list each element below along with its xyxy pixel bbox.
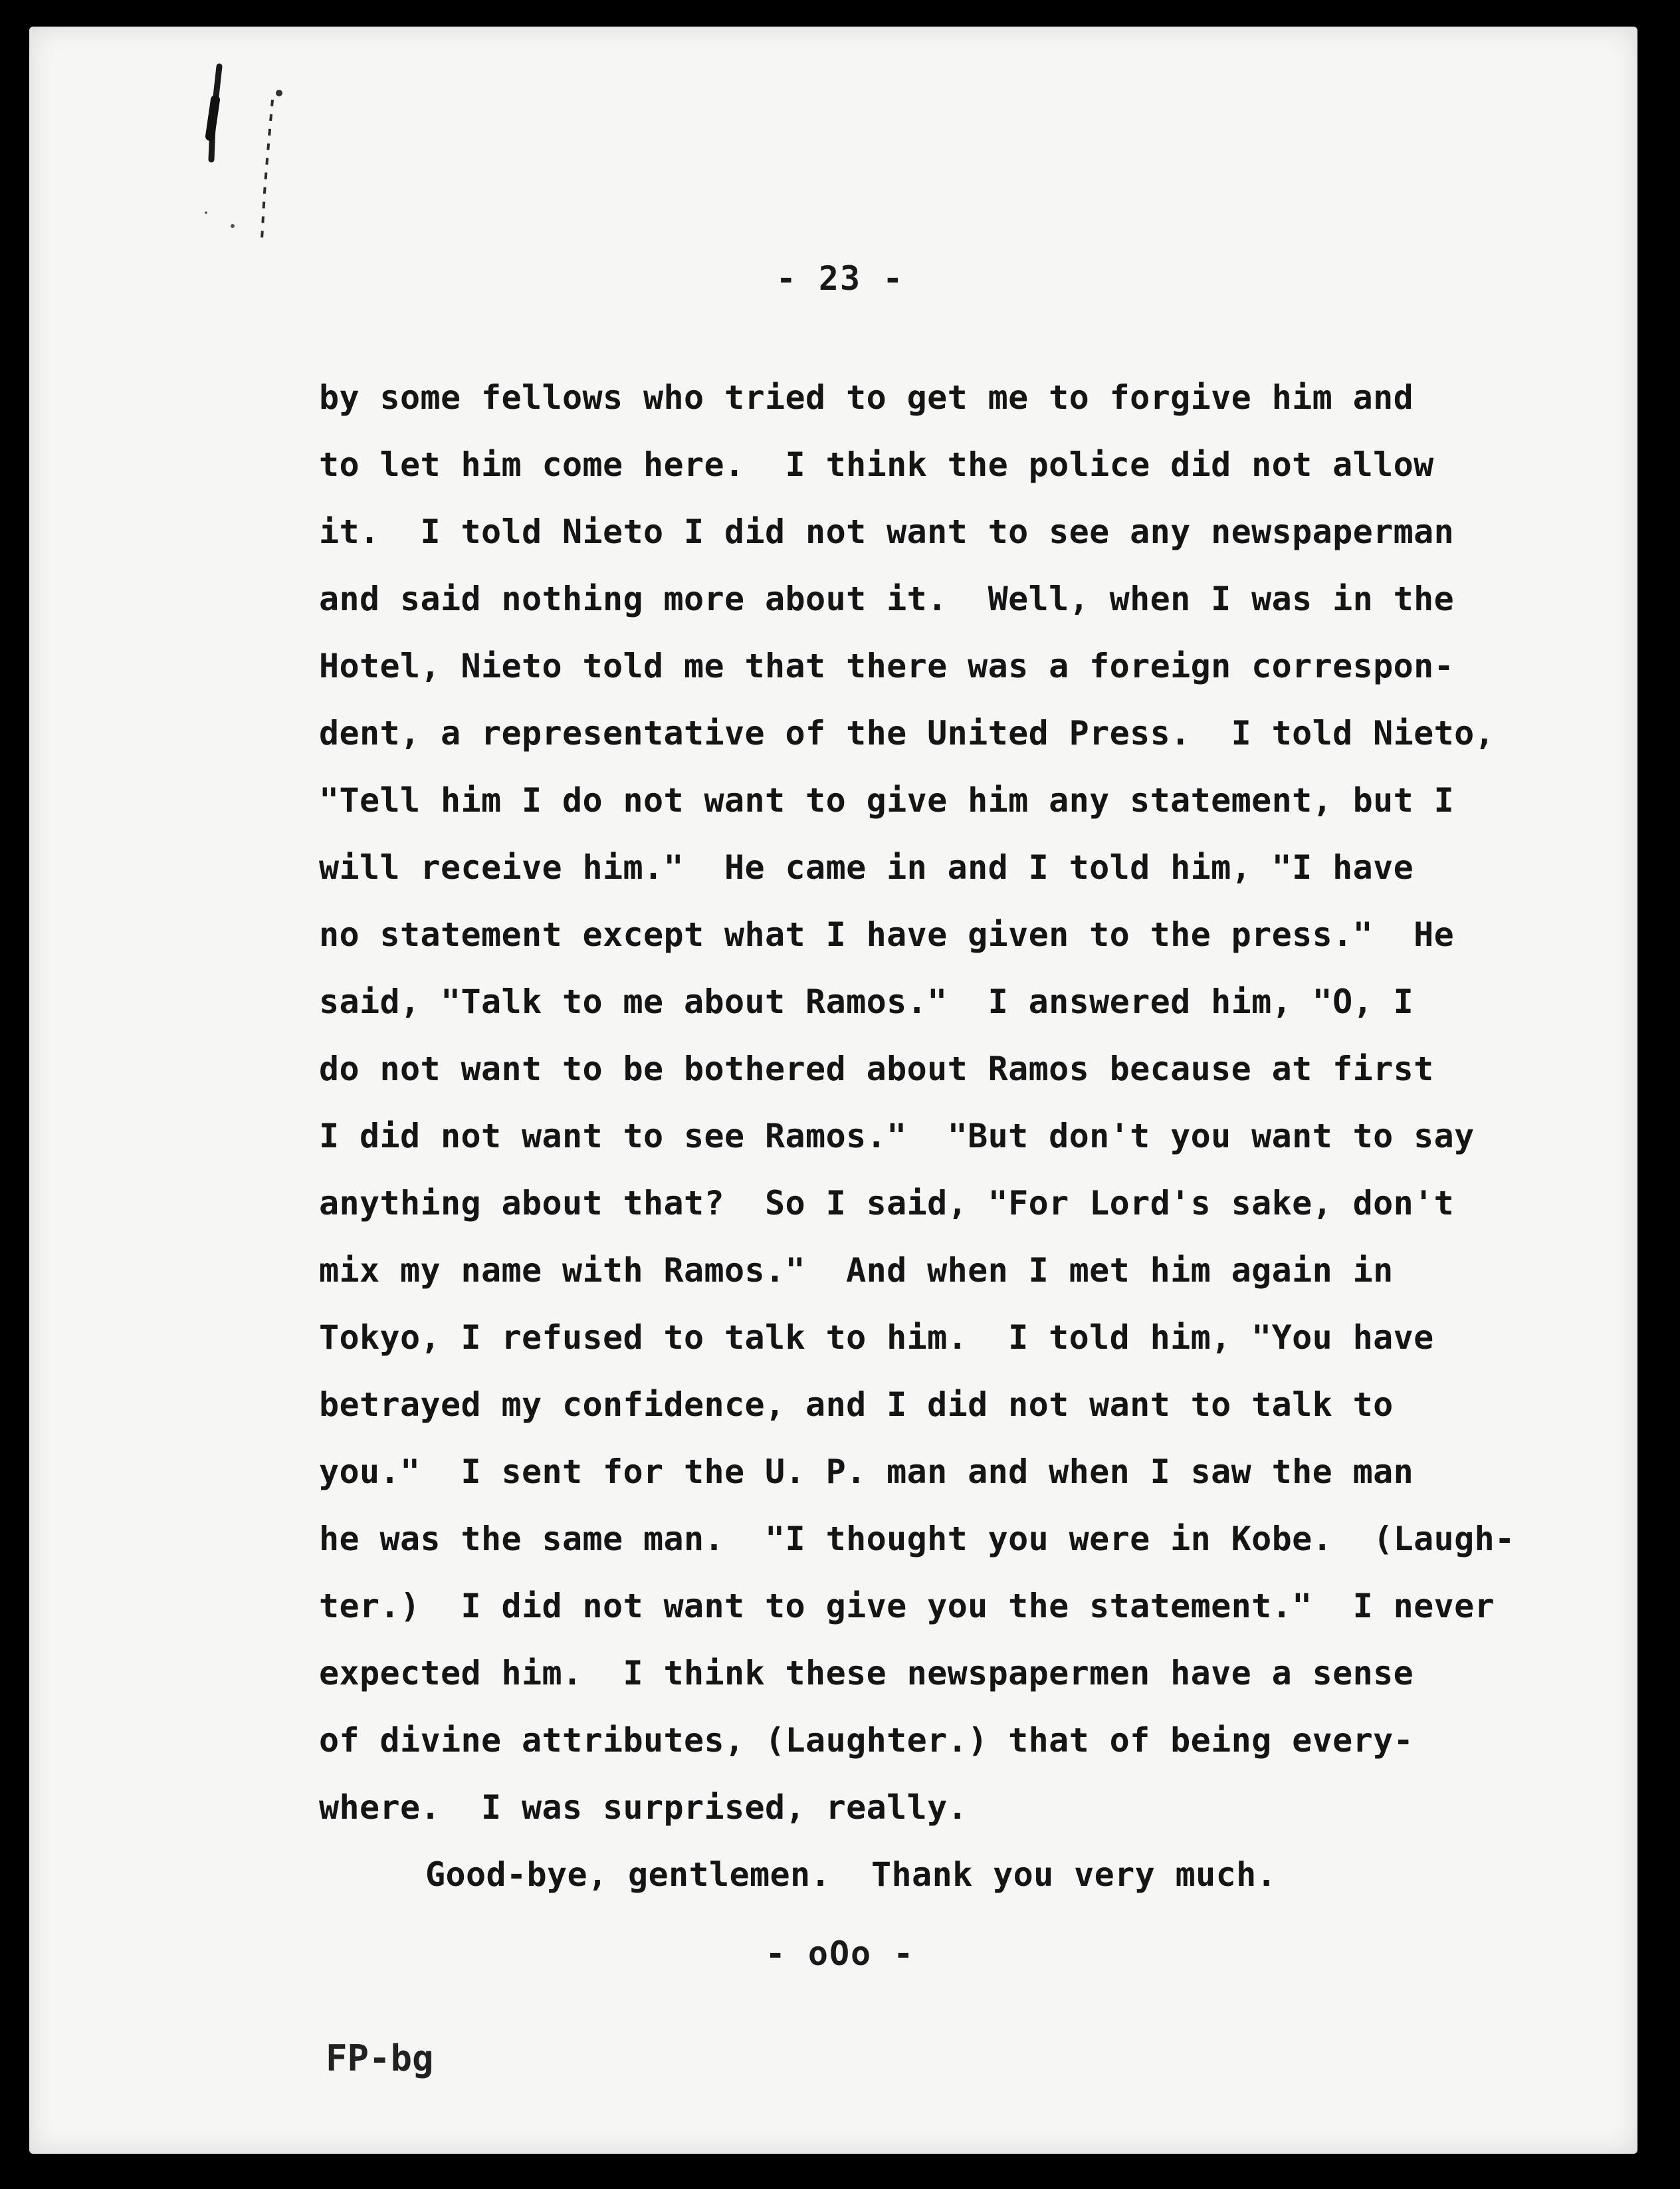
- text-line-14: mix my name with Ramos." And when I met him again in: [319, 1251, 1394, 1290]
- text-line-21: of divine attributes, (Laughter.) that of being every-: [319, 1721, 1414, 1760]
- body-text: [319, 364, 1595, 1908]
- text-line-4: and said nothing more about it. Well, when I was in the: [319, 580, 1455, 618]
- text-line-17: you." I sent for the U. P. man and when I saw the man: [319, 1452, 1414, 1491]
- text-line-2: to let him come here. I think the police did not allow: [319, 445, 1434, 484]
- margin-ink-marks: [193, 27, 312, 279]
- text-line-15: Tokyo, I refused to talk to him. I told him, "You have: [319, 1318, 1434, 1357]
- text-line-13: anything about that? So I said, "For Lord's sake, don't: [319, 1184, 1455, 1222]
- text-line-22: where. I was surprised, really.: [319, 1788, 968, 1827]
- text-line-6: dent, a representative of the United Press. I told Nieto,: [319, 714, 1495, 752]
- typist-initials: FP-bg: [326, 2037, 434, 2079]
- end-mark: - oOo -: [765, 1934, 915, 1973]
- text-line-7: "Tell him I do not want to give him any statement, but I: [319, 781, 1455, 820]
- text-line-20: expected him. I think these newspapermen have a sense: [319, 1654, 1414, 1692]
- page-number: - 23 -: [776, 259, 904, 298]
- text-line-5: Hotel, Nieto told me that there was a foreign correspon-: [319, 647, 1455, 685]
- text-line-8: will receive him." He came in and I told him, "I have: [319, 848, 1414, 887]
- text-line-3: it. I told Nieto I did not want to see any newspaperman: [319, 513, 1455, 551]
- text-line-19: ter.) I did not want to give you the statement." I never: [319, 1587, 1495, 1625]
- text-line-1: by some fellows who tried to get me to forgive him and: [319, 378, 1414, 417]
- text-line-9: no statement except what I have given to the press." He: [319, 915, 1455, 954]
- text-line-11: do not want to be bothered about Ramos because at first: [319, 1050, 1434, 1088]
- text-line-12: I did not want to see Ramos." "But don't you want to say: [319, 1117, 1475, 1155]
- text-line-16: betrayed my confidence, and I did not want to talk to: [319, 1385, 1394, 1424]
- text-line-18: he was the same man. "I thought you were in Kobe. (Laugh-: [319, 1520, 1515, 1558]
- text-line-10: said, "Talk to me about Ramos." I answered him, "O, I: [319, 982, 1414, 1021]
- closing-line: Good-bye, gentlemen. Thank you very much.: [425, 1855, 1277, 1894]
